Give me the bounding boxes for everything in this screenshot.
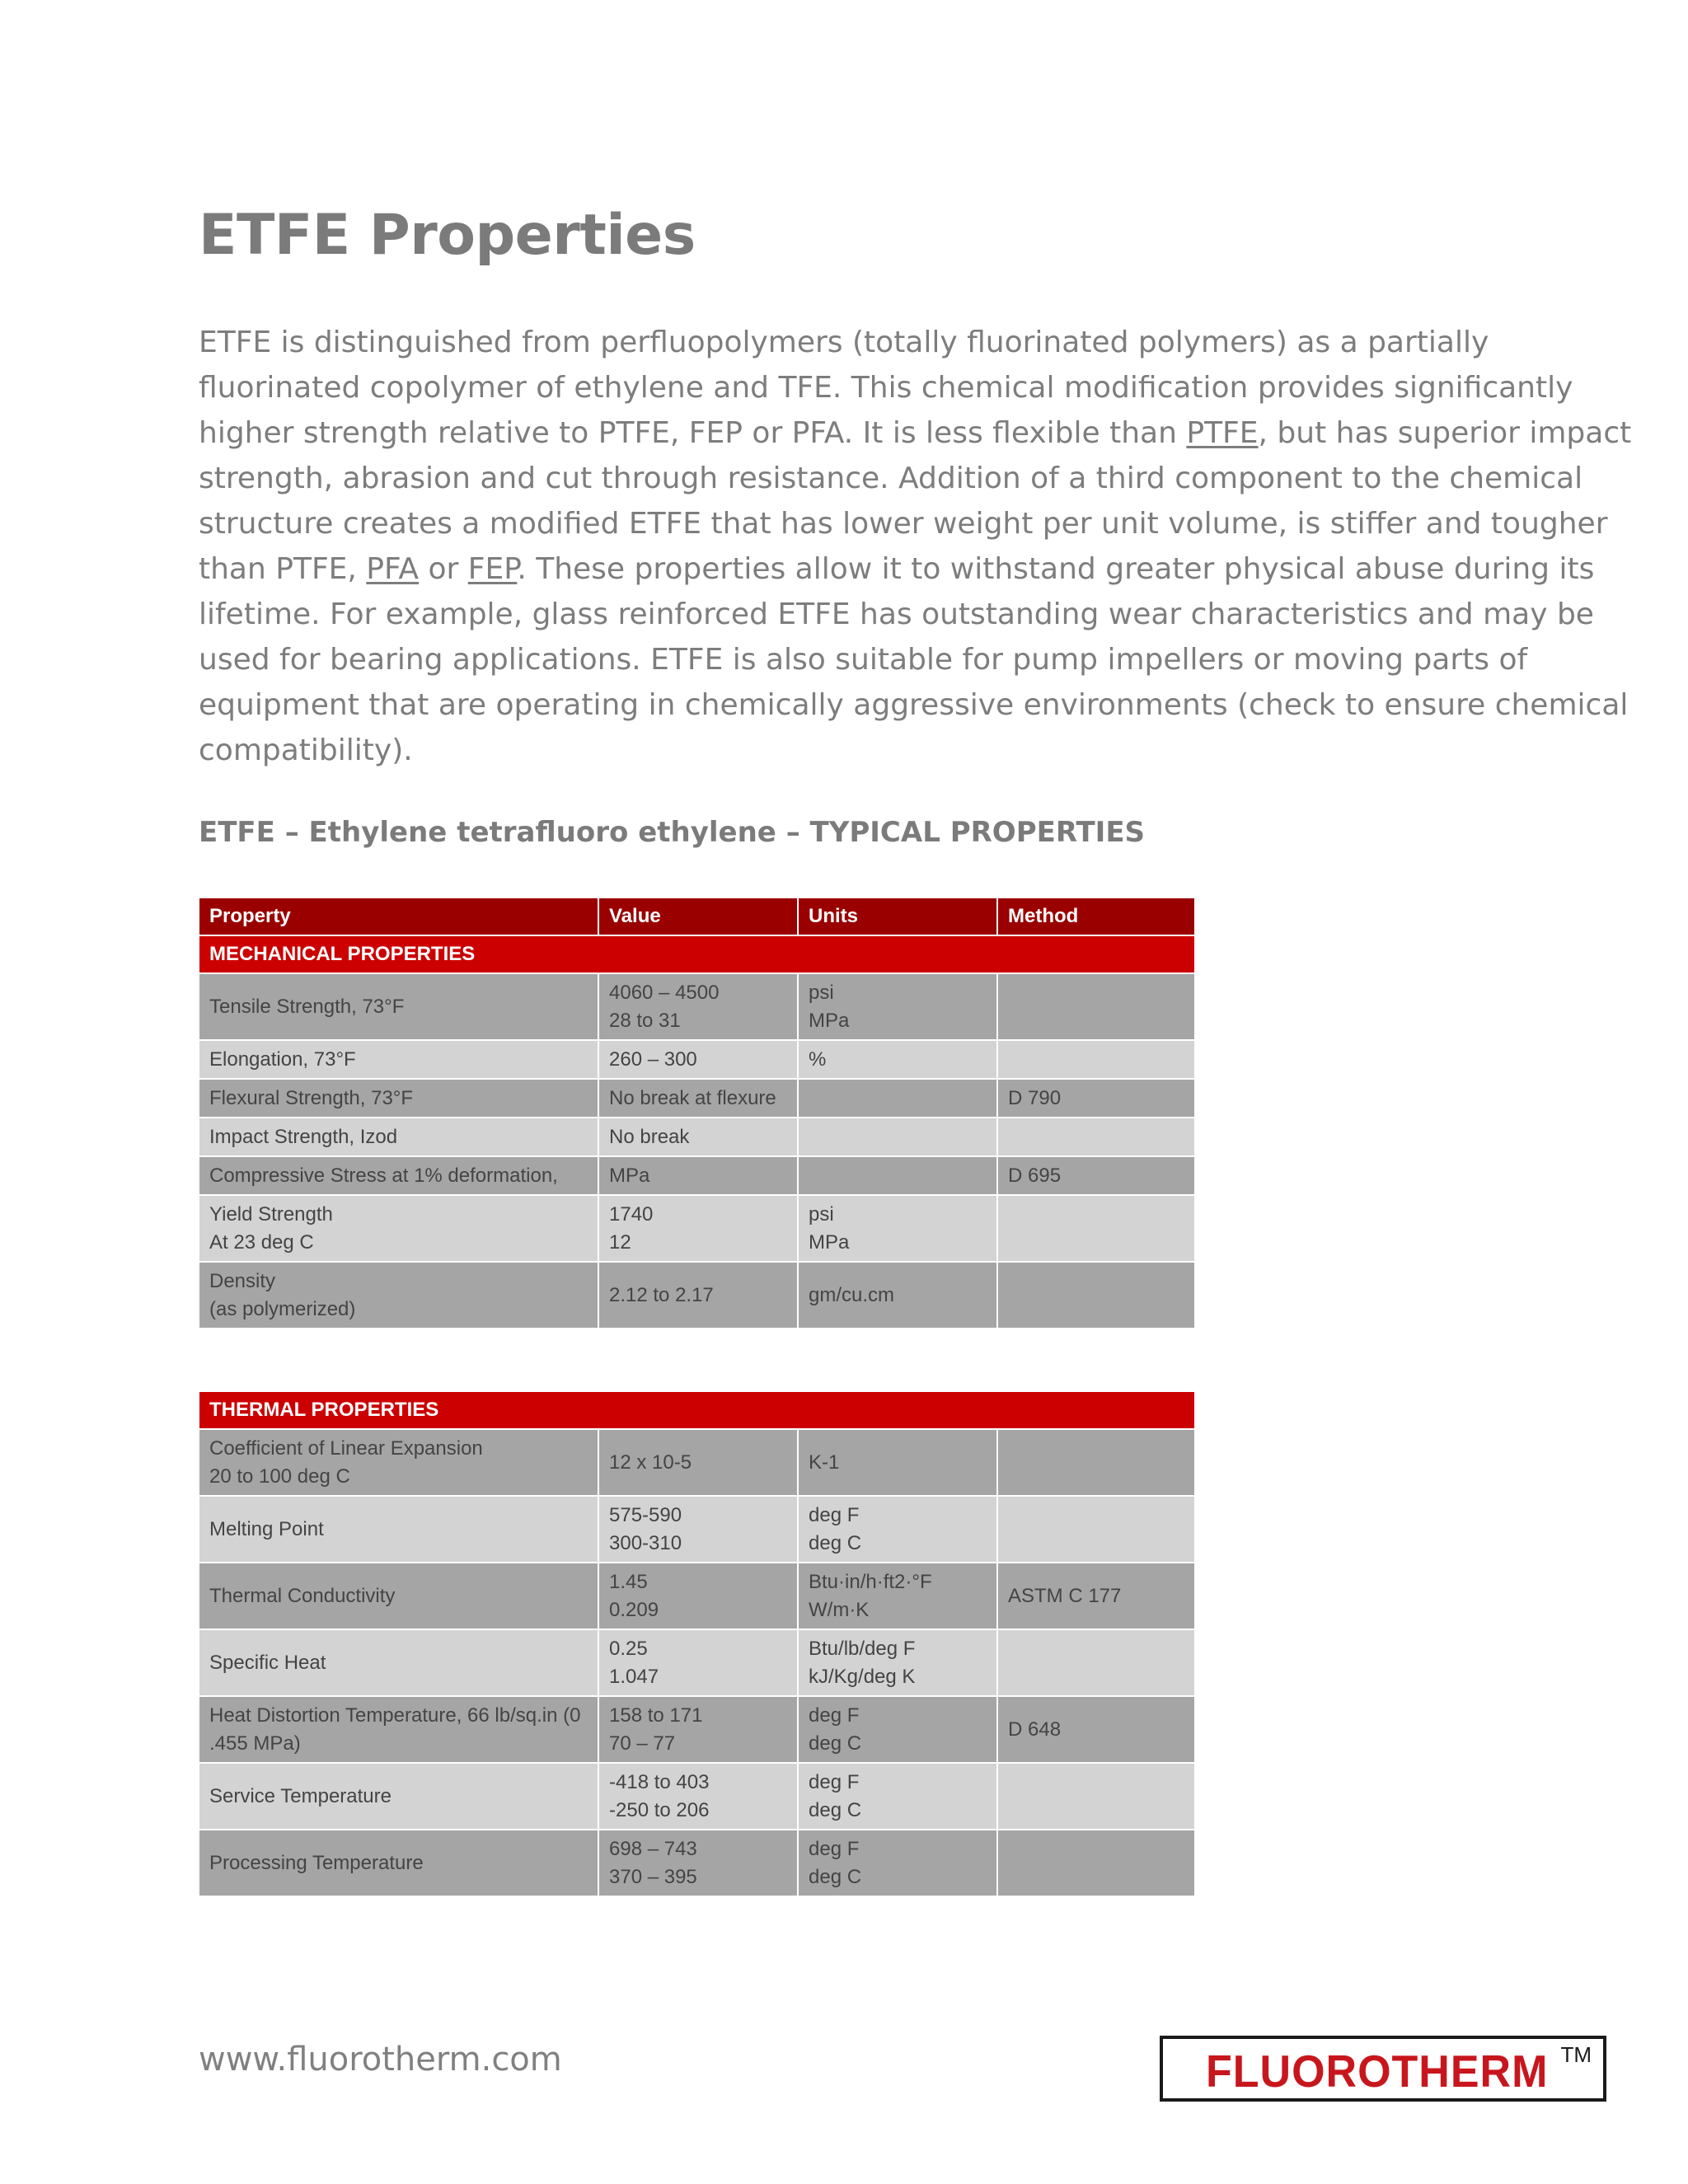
intro-line: structure creates a modified ETFE that has lower weight per unit volume, is stiffer and tougher — [199, 507, 1608, 541]
cell-text: 260 – 300 — [609, 1047, 697, 1071]
cell-text: Service Temperature — [209, 1784, 392, 1807]
cell-text: 1.047 — [609, 1665, 659, 1688]
pfa-link[interactable]: PFA — [366, 552, 420, 586]
cell-value — [598, 1156, 798, 1195]
cell-text: 300-310 — [609, 1531, 682, 1554]
intro-line — [199, 546, 1595, 592]
table-row — [199, 1040, 1195, 1079]
section-row — [199, 935, 1195, 973]
cell-value — [598, 1763, 798, 1830]
cell-text: D 695 — [1008, 1164, 1062, 1187]
table-row — [199, 1763, 1195, 1830]
cell-text: 370 – 395 — [609, 1865, 697, 1888]
cell-value — [598, 1118, 798, 1156]
cell-method — [997, 1429, 1195, 1496]
cell-text: deg C — [809, 1865, 862, 1888]
cell-text: No break — [609, 1125, 690, 1148]
cell-text: 1740 — [609, 1202, 654, 1226]
cell-text: Specific Heat — [209, 1651, 326, 1674]
intro-text: than PTFE, — [199, 552, 367, 586]
table-row — [199, 1195, 1195, 1262]
fluorotherm-logo — [1160, 2036, 1606, 2102]
cell-value — [598, 1195, 798, 1262]
cell-text: kJ/Kg/deg K — [809, 1665, 916, 1688]
cell-value — [598, 1496, 798, 1563]
intro-line: compatibility). — [199, 733, 413, 767]
cell-text: 1.45 — [609, 1570, 648, 1593]
cell-text: deg F — [809, 1837, 860, 1860]
header-value: Value — [598, 898, 798, 935]
cell-text: deg C — [809, 1732, 862, 1755]
cell-value — [598, 973, 798, 1040]
cell-units — [798, 1195, 997, 1262]
cell-text: gm/cu.cm — [809, 1283, 895, 1306]
section-row — [199, 1391, 1195, 1429]
cell-text: 0.209 — [609, 1598, 659, 1621]
cell-method — [997, 1629, 1195, 1696]
intro-paragraph — [199, 320, 1632, 773]
table-row — [199, 1156, 1195, 1195]
cell-text: deg C — [809, 1531, 862, 1554]
section-title: MECHANICAL PROPERTIES — [199, 935, 1195, 973]
cell-property — [199, 1262, 598, 1329]
cell-text: ASTM C 177 — [1008, 1584, 1122, 1607]
cell-text: Flexural Strength, 73°F — [209, 1086, 414, 1109]
cell-text: Heat Distortion Temperature, 66 lb/sq.in (0 — [209, 1704, 581, 1727]
cell-text: At 23 deg C — [209, 1230, 314, 1254]
cell-text: % — [809, 1047, 827, 1071]
cell-method — [997, 1040, 1195, 1079]
cell-method — [997, 1496, 1195, 1563]
cell-text: deg F — [809, 1503, 860, 1526]
cell-text: .455 MPa) — [209, 1732, 301, 1755]
cell-text: Impact Strength, Izod — [209, 1125, 398, 1148]
website-url: www.fluorotherm.com — [199, 2041, 562, 2079]
cell-value — [598, 1696, 798, 1763]
cell-text: Tensile Strength, 73°F — [209, 995, 405, 1018]
cell-method — [997, 1262, 1195, 1329]
cell-text: deg F — [809, 1770, 860, 1793]
cell-text: MPa — [609, 1164, 650, 1187]
cell-text: 575-590 — [609, 1503, 682, 1526]
table-row — [199, 1429, 1195, 1496]
fep-link[interactable]: FEP — [467, 552, 518, 586]
cell-property — [199, 1629, 598, 1696]
cell-text: 20 to 100 deg C — [209, 1465, 350, 1488]
cell-property — [199, 1563, 598, 1629]
mechanical-properties-table — [198, 897, 1196, 1329]
cell-property — [199, 1040, 598, 1079]
cell-text: deg F — [809, 1704, 860, 1727]
cell-text: 158 to 171 — [609, 1704, 703, 1727]
cell-property — [199, 1763, 598, 1830]
cell-text: deg C — [809, 1798, 862, 1821]
cell-text: 2.12 to 2.17 — [609, 1283, 714, 1306]
intro-line: used for bearing applications. ETFE is also suitable for pump impellers or moving parts of — [199, 643, 1528, 677]
cell-units — [798, 1629, 997, 1696]
table-header-row — [199, 898, 1195, 935]
cell-text: K-1 — [809, 1451, 840, 1474]
cell-text: MPa — [809, 1009, 850, 1032]
table-row — [199, 1118, 1195, 1156]
cell-property — [199, 1079, 598, 1118]
cell-units — [798, 1079, 997, 1118]
cell-method — [997, 1830, 1195, 1896]
cell-property — [199, 1830, 598, 1896]
cell-units — [798, 1763, 997, 1830]
cell-text: Btu/lb/deg F — [809, 1637, 916, 1660]
intro-text: , but has superior impact — [1258, 416, 1632, 450]
cell-value — [598, 1429, 798, 1496]
header-units: Units — [798, 898, 997, 935]
cell-text: 12 x 10-5 — [609, 1451, 692, 1474]
intro-line: lifetime. For example, glass reinforced ETFE has outstanding wear characteristics and may be — [199, 598, 1594, 631]
cell-text: Yield Strength — [209, 1202, 333, 1226]
cell-units — [798, 1040, 997, 1079]
cell-text: Processing Temperature — [209, 1851, 424, 1874]
cell-text: Elongation, 73°F — [209, 1047, 356, 1071]
cell-text: 0.25 — [609, 1637, 648, 1660]
cell-text: 698 – 743 — [609, 1837, 697, 1860]
cell-units — [798, 1696, 997, 1763]
thermal-properties-table — [198, 1390, 1196, 1897]
cell-units — [798, 1118, 997, 1156]
cell-method — [997, 973, 1195, 1040]
cell-property — [199, 1696, 598, 1763]
cell-property — [199, 973, 598, 1040]
table-row — [199, 1696, 1195, 1763]
cell-property — [199, 1118, 598, 1156]
cell-units — [798, 1262, 997, 1329]
cell-text: Density — [209, 1269, 276, 1292]
cell-units — [798, 1156, 997, 1195]
intro-line: fluorinated copolymer of ethylene and TFE. This chemical modification provides significantly — [199, 371, 1573, 405]
cell-value — [598, 1079, 798, 1118]
cell-text: Thermal Conductivity — [209, 1584, 396, 1607]
thermal-body — [199, 1391, 1195, 1896]
cell-method — [997, 1563, 1195, 1629]
intro-line: equipment that are operating in chemically aggressive environments (check to ensure chemical — [199, 688, 1629, 722]
cell-text: -250 to 206 — [609, 1798, 710, 1821]
logo-wordmark: FLUOROTHERM — [1206, 2046, 1549, 2097]
intro-line: strength, abrasion and cut through resistance. Addition of a third component to the chemical — [199, 462, 1583, 495]
properties-subtitle: ETFE – Ethylene tetrafluoro ethylene – TYPICAL PROPERTIES — [199, 816, 1146, 849]
cell-text: 70 – 77 — [609, 1732, 676, 1755]
cell-units — [798, 973, 997, 1040]
intro-line: ETFE is distinguished from perfluopolymers (totally fluorinated polymers) as a partially — [199, 326, 1489, 359]
intro-text: or — [419, 552, 468, 586]
cell-text: 4060 – 4500 — [609, 981, 720, 1004]
cell-text: -418 to 403 — [609, 1770, 710, 1793]
table-row — [199, 1262, 1195, 1329]
cell-text: D 648 — [1008, 1718, 1062, 1741]
intro-line — [199, 410, 1632, 456]
cell-text: (as polymerized) — [209, 1297, 356, 1320]
header-method: Method — [997, 898, 1195, 935]
cell-units — [798, 1563, 997, 1629]
cell-text: 12 — [609, 1230, 631, 1254]
cell-value — [598, 1830, 798, 1896]
table-row — [199, 973, 1195, 1040]
intro-text: higher strength relative to PTFE, FEP or PFA. It is less flexible than — [199, 416, 1187, 450]
cell-value — [598, 1040, 798, 1079]
cell-text: No break at flexure — [609, 1086, 776, 1109]
cell-text: Melting Point — [209, 1517, 324, 1540]
cell-text: MPa — [809, 1230, 850, 1254]
trademark-mark: TM — [1560, 2042, 1592, 2067]
cell-units — [798, 1830, 997, 1896]
cell-text: Coefficient of Linear Expansion — [209, 1436, 483, 1460]
cell-property — [199, 1429, 598, 1496]
cell-method — [997, 1696, 1195, 1763]
cell-value — [598, 1629, 798, 1696]
table-row — [199, 1830, 1195, 1896]
table-row — [199, 1563, 1195, 1629]
cell-method — [997, 1118, 1195, 1156]
cell-units — [798, 1496, 997, 1563]
cell-text: 28 to 31 — [609, 1009, 681, 1032]
cell-property — [199, 1156, 598, 1195]
mechanical-body — [199, 935, 1195, 1329]
cell-value — [598, 1563, 798, 1629]
header-property: Property — [199, 898, 598, 935]
intro-text: . These properties allow it to withstand greater physical abuse during its — [517, 552, 1595, 586]
cell-text: Btu·in/h·ft2·°F — [809, 1570, 932, 1593]
cell-text: W/m·K — [809, 1598, 870, 1621]
cell-property — [199, 1496, 598, 1563]
cell-text: psi — [809, 981, 834, 1004]
cell-text: psi — [809, 1202, 834, 1226]
ptfe-link[interactable]: PTFE — [1186, 416, 1259, 450]
cell-method — [997, 1156, 1195, 1195]
table-row — [199, 1496, 1195, 1563]
table-row — [199, 1629, 1195, 1696]
cell-text: Compressive Stress at 1% deformation, — [209, 1164, 558, 1187]
table-row — [199, 1079, 1195, 1118]
cell-method — [997, 1079, 1195, 1118]
section-title: THERMAL PROPERTIES — [199, 1391, 1195, 1429]
cell-text: D 790 — [1008, 1086, 1062, 1109]
cell-method — [997, 1763, 1195, 1830]
page-title: ETFE Properties — [199, 203, 696, 268]
cell-method — [997, 1195, 1195, 1262]
cell-value — [598, 1262, 798, 1329]
cell-units — [798, 1429, 997, 1496]
cell-property — [199, 1195, 598, 1262]
